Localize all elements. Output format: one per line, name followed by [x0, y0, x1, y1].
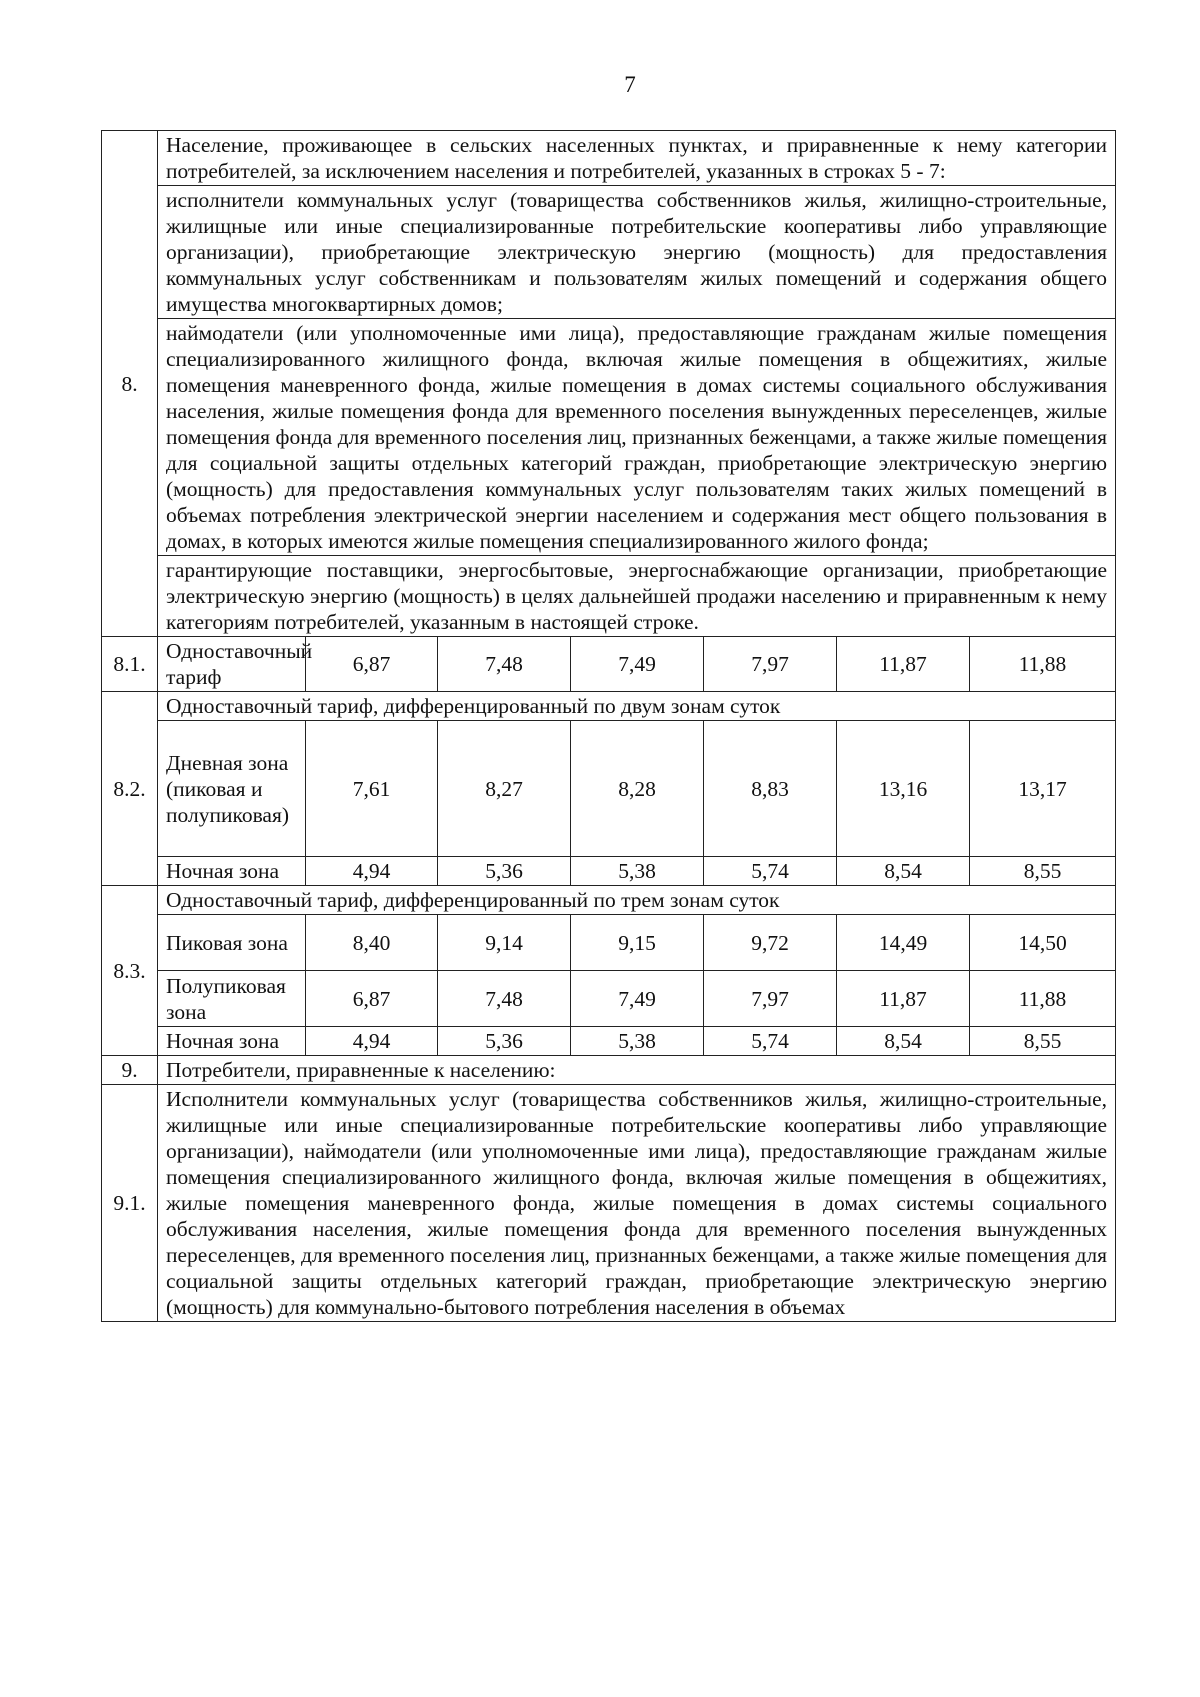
- row-number-8: 8.: [102, 131, 158, 637]
- tariff-value: 11,88: [970, 637, 1116, 692]
- tariff-value: 7,97: [704, 971, 837, 1027]
- tariff-value: 7,61: [306, 721, 438, 857]
- tariff-table: [101, 130, 1116, 1322]
- tariff-value: 5,38: [571, 857, 704, 886]
- row-number-9: 9.: [102, 1056, 158, 1085]
- tariff-value: 14,49: [837, 915, 970, 971]
- tariff-label: Дневная зона (пиковая и полупиковая): [158, 721, 306, 857]
- tariff-value: 4,94: [306, 1027, 438, 1056]
- section-8-paragraph: гарантирующие поставщики, энергосбытовые, энергоснабжающие организации, приобретающие электрическую энергию (мощность) в целях дальнейшей продажи населению и приравненным к нему категориям потребителей, указанным в настоящей строке.: [158, 556, 1116, 637]
- tariff-value: 5,36: [438, 1027, 571, 1056]
- tariff-value: 7,97: [704, 637, 837, 692]
- table-row-8-3-peak: [102, 915, 1116, 971]
- tariff-value: 7,48: [438, 637, 571, 692]
- row-number-8-3: 8.3.: [102, 886, 158, 1056]
- tariff-label: Ночная зона: [158, 1027, 306, 1056]
- tariff-value: 13,16: [837, 721, 970, 857]
- tariff-value: 6,87: [306, 971, 438, 1027]
- table-row-8-3-night: [102, 1027, 1116, 1056]
- table-row-8-3-title: [102, 886, 1116, 915]
- section-8-row: [102, 131, 1116, 186]
- tariff-value: 8,28: [571, 721, 704, 857]
- tariff-value: 8,83: [704, 721, 837, 857]
- table-row-8-2-title: [102, 692, 1116, 721]
- tariff-value: 8,40: [306, 915, 438, 971]
- tariff-value: 7,49: [571, 637, 704, 692]
- tariff-value: 5,36: [438, 857, 571, 886]
- tariff-value: 8,27: [438, 721, 571, 857]
- tariff-value: 6,87: [306, 637, 438, 692]
- page-number: 7: [624, 72, 636, 97]
- subsection-title: Одноставочный тариф, дифференцированный по трем зонам суток: [158, 886, 1116, 915]
- table-row-8-1: [102, 637, 1116, 692]
- tariff-value: 8,54: [837, 857, 970, 886]
- tariff-value: 8,55: [970, 1027, 1116, 1056]
- section-8-row: [102, 319, 1116, 556]
- tariff-value: 9,72: [704, 915, 837, 971]
- tariff-value: 5,74: [704, 857, 837, 886]
- subsection-title: Одноставочный тариф, дифференцированный по двум зонам суток: [158, 692, 1116, 721]
- section-9-1-text: Исполнители коммунальных услуг (товарищества собственников жилья, жилищно-строительные, жилищные или иные специализированные потребительские кооперативы либо управляющие организации), наймодатели (или уполномоченные ими лица), предоставляющие гражданам жилые помещения специализированного жилищного фонда, включая жилые помещения в общежитиях, жилые помещения маневренного фонда, жилые помещения в домах системы социального обслуживания населения, жилые помещения фонда для временного поселения вынужденных переселенцев, для временного поселения лиц, признанных беженцами, а также жилые помещения для социальной защиты отдельных категорий граждан, приобретающие электрическую энергию (мощность) для коммунально-бытового потребления населения в объемах: [158, 1085, 1116, 1322]
- tariff-value: 9,15: [571, 915, 704, 971]
- tariff-value: 11,87: [837, 637, 970, 692]
- table-row-9: [102, 1056, 1116, 1085]
- tariff-label: Ночная зона: [158, 857, 306, 886]
- row-number-8-1: 8.1.: [102, 637, 158, 692]
- table-row-8-2-night: [102, 857, 1116, 886]
- tariff-label: Одноставочный тариф: [158, 637, 306, 692]
- table-row-8-3-half-peak: [102, 971, 1116, 1027]
- section-9-title: Потребители, приравненные к населению:: [158, 1056, 1116, 1085]
- tariff-value: 13,17: [970, 721, 1116, 857]
- section-8-heading: Население, проживающее в сельских населенных пунктах, и приравненные к нему категории потребителей, за исключением населения и потребителей, указанных в строках 5 - 7:: [158, 131, 1116, 186]
- section-8-row: [102, 186, 1116, 319]
- tariff-label: Полупиковая зона: [158, 971, 306, 1027]
- row-number-9-1: 9.1.: [102, 1085, 158, 1322]
- row-number-8-2: 8.2.: [102, 692, 158, 886]
- tariff-value: 4,94: [306, 857, 438, 886]
- tariff-value: 7,49: [571, 971, 704, 1027]
- tariff-value: 8,55: [970, 857, 1116, 886]
- section-8-row: [102, 556, 1116, 637]
- tariff-value: 9,14: [438, 915, 571, 971]
- table-row-8-2-day: [102, 721, 1116, 857]
- tariff-value: 11,88: [970, 971, 1116, 1027]
- tariff-value: 5,38: [571, 1027, 704, 1056]
- tariff-value: 11,87: [837, 971, 970, 1027]
- tariff-label: Пиковая зона: [158, 915, 306, 971]
- section-8-paragraph: исполнители коммунальных услуг (товарищества собственников жилья, жилищно-строительные, жилищные или иные специализированные потребительские кооперативы либо управляющие организации), приобретающие электрическую энергию (мощность) для предоставления коммунальных услуг собственникам и пользователям жилых помещений и содержания общего имущества многоквартирных домов;: [158, 186, 1116, 319]
- table-row-9-1: [102, 1085, 1116, 1322]
- tariff-value: 8,54: [837, 1027, 970, 1056]
- tariff-value: 14,50: [970, 915, 1116, 971]
- tariff-value: 7,48: [438, 971, 571, 1027]
- tariff-value: 5,74: [704, 1027, 837, 1056]
- section-8-paragraph: наймодатели (или уполномоченные ими лица), предоставляющие гражданам жилые помещения специализированного жилищного фонда, включая жилые помещения в общежитиях, жилые помещения маневренного фонда, жилые помещения в домах системы социального обслуживания населения, жилые помещения фонда для временного поселения вынужденных переселенцев, жилые помещения фонда для временного поселения лиц, признанных беженцами, а также жилые помещения для социальной защиты отдельных категорий граждан, приобретающие электрическую энергию (мощность) для предоставления коммунальных услуг пользователям таких жилых помещений в объемах потребления электрической энергии населением и содержания мест общего пользования в домах, в которых имеются жилые помещения специализированного жилого фонда;: [158, 319, 1116, 556]
